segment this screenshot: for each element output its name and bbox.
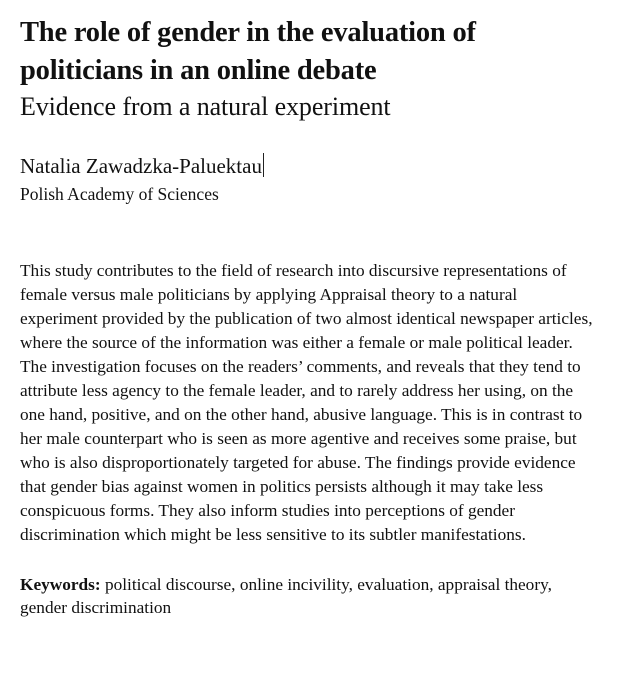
abstract-text: This study contributes to the field of research into discursive representations of female versus male politicians by applying Appraisal theory to a natural experiment provided by the publication of two almost identical newspaper articles, where the source of the information was either a female or male political leader. The investigation focuses on the readers’ comments, and reveals that they tend to attribute less agency to the female leader, and to rarely address her using, on the one hand, positive, and on the other hand, abusive language. This is in contrast to her male counterpart who is seen as more agentive and receives some praise, but who is also disproportionately targeted for abuse. The findings provide evidence that gender bias against women in politics persists although it may take less conspicuous forms. They also inform studies into perceptions of gender discrimination which might be less sensitive to its subtler manifestations. bbox=[20, 261, 593, 544]
keywords-label: Keywords: bbox=[20, 575, 101, 594]
article-subtitle: Evidence from a natural experiment bbox=[20, 92, 391, 121]
author-affiliation: Polish Academy of Sciences bbox=[20, 184, 219, 204]
article-page bbox=[20, 14, 605, 636]
author-name-field[interactable] bbox=[20, 153, 264, 179]
keywords bbox=[20, 573, 595, 619]
article-title: The role of gender in the evaluation of politicians in an online debate bbox=[20, 17, 476, 86]
author-name: Natalia Zawadzka-Paluektau bbox=[20, 154, 262, 178]
keywords-list: political discourse, online incivility, evaluation, appraisal theory, gender discrimination bbox=[20, 575, 552, 617]
text-cursor bbox=[263, 153, 264, 177]
